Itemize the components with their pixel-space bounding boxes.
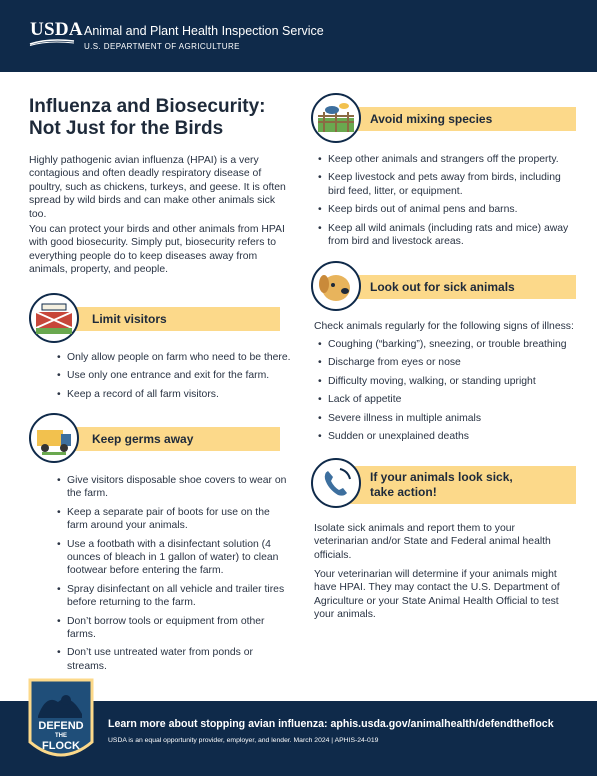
list-item: • Use a footbath with a disinfectant solution (4 ounces of bleach in 1 gallon of water) to clean footwear before entering the farm. — [57, 538, 289, 578]
footer-note: USDA is an equal opportunity provider, employer, and lender. March 2024 | APHIS-24-019 — [108, 737, 379, 744]
usda-logo: USDA — [30, 19, 83, 40]
limit-visitors-list — [57, 351, 297, 406]
avoid-mixing-heading: Avoid mixing species — [370, 112, 493, 126]
take-action-heading — [370, 470, 513, 500]
intro-paragraph-2: You can protect your birds and other animals from HPAI with good biosecurity. Simply put, biosecurity refers to everything people do to keep diseases away from animals, property, and people. — [29, 224, 285, 276]
sick-animals-list — [318, 338, 582, 448]
take-action-heading-line-1: If your animals look sick, — [370, 470, 513, 484]
keep-germs-away-heading: Keep germs away — [92, 432, 194, 446]
list-item: • Difficulty moving, walking, or standing upright — [318, 375, 582, 388]
learn-more-link[interactable]: Learn more about stopping avian influenza: aphis.usda.gov/animalhealth/defendtheflock — [108, 718, 554, 730]
page-title — [29, 96, 299, 140]
list-item: • Lack of appetite — [318, 393, 582, 406]
intro-paragraph-1: Highly pathogenic avian influenza (HPAI) is a very contagious and often deadly respiratory disease of poultry, such as chickens, turkeys, and geese. It is often spread by wild birds and can make other animals sick too. — [29, 155, 286, 220]
list-item: • Keep birds out of animal pens and barns. — [318, 203, 580, 216]
list-item: • Keep other animals and strangers off the property. — [318, 153, 580, 166]
avoid-mixing-list — [318, 153, 580, 253]
badge-line-3: FLOCK — [42, 740, 80, 752]
keep-germs-away-list — [57, 474, 289, 678]
limit-visitors-heading: Limit visitors — [92, 312, 167, 326]
agency-name: Animal and Plant Health Inspection Service — [84, 24, 324, 38]
list-item: • Keep all wild animals (including rats and mice) away from bird and livestock areas. — [318, 222, 580, 249]
list-item: • Keep a separate pair of boots for use on the farm around your animals. — [57, 506, 289, 533]
truck-boots-icon — [28, 412, 80, 464]
list-item: • Coughing (“barking”), sneezing, or trouble breathing — [318, 338, 582, 351]
sick-animals-intro: Check animals regularly for the following signs of illness: — [314, 321, 574, 332]
list-item: • Don’t use untreated water from ponds or streams. — [57, 646, 289, 673]
list-item: • Don’t borrow tools or equipment from other farms. — [57, 615, 289, 642]
department-name: U.S. DEPARTMENT OF AGRICULTURE — [84, 42, 240, 51]
list-item: • Give visitors disposable shoe covers to wear on the farm. — [57, 474, 289, 501]
take-action-paragraph-2: Your veterinarian will determine if your animals might have HPAI. They may contact the U.S. Department of Agriculture or your State Animal Health Official to test your animals. — [314, 569, 560, 621]
list-item: • Keep livestock and pets away from birds, including bird feed, litter, or equipment. — [318, 171, 580, 198]
title-line-1: Influenza and Biosecurity: — [29, 96, 266, 117]
list-item: • Only allow people on farm who need to be there. — [57, 351, 297, 364]
list-item: • Use only one entrance and exit for the farm. — [57, 369, 297, 382]
dog-icon — [310, 260, 362, 312]
list-item: • Sudden or unexplained deaths — [318, 430, 582, 443]
list-item: • Severe illness in multiple animals — [318, 412, 582, 425]
birds-fence-icon — [310, 92, 362, 144]
badge-line-2: THE — [55, 733, 67, 739]
take-action-heading-line-2: take action! — [370, 485, 437, 499]
farm-gate-icon — [28, 292, 80, 344]
list-item: • Discharge from eyes or nose — [318, 356, 582, 369]
list-item: • Keep a record of all farm visitors. — [57, 388, 297, 401]
take-action-paragraph-1: Isolate sick animals and report them to your veterinarian and/or State and Federal animal health officials. — [314, 523, 551, 561]
badge-line-1: DEFEND — [38, 720, 84, 732]
sick-animals-heading: Look out for sick animals — [370, 280, 515, 294]
title-line-2: Not Just for the Birds — [29, 118, 224, 139]
phone-icon — [310, 457, 362, 509]
usda-swoosh-icon — [28, 38, 76, 46]
list-item: • Spray disinfectant on all vehicle and trailer tires before returning to the farm. — [57, 583, 289, 610]
